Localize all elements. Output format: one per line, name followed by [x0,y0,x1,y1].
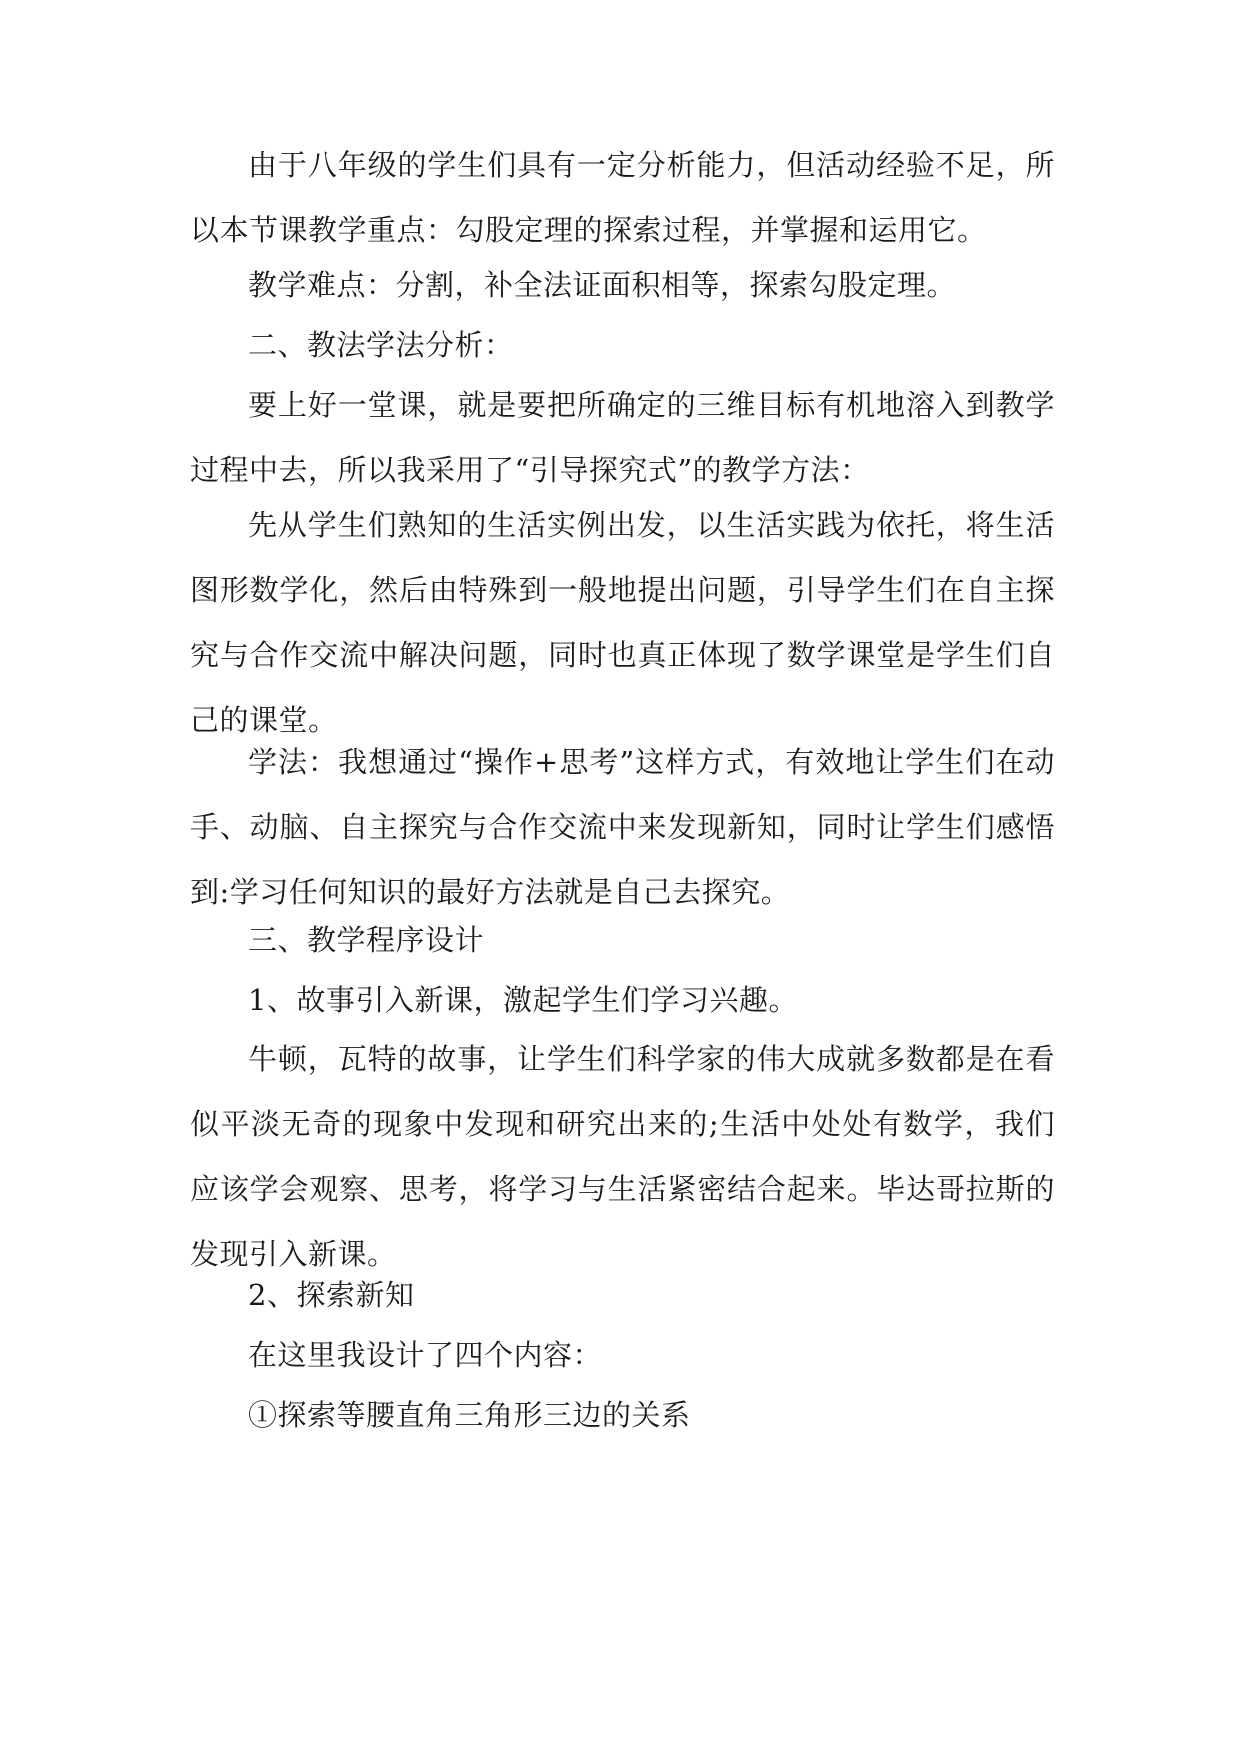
paragraph-learning-method: 学法：我想通过“操作+思考”这样方式，有效地让学生们在动手、动脑、自主探究与合作交流中来发现新知，同时让学生们感悟到:学习任何知识的最好方法就是自己去探究。 [190,745,1055,909]
paragraph-teaching-method: 先从学生们熟知的生活实例出发，以生活实践为依托，将生活图形数学化，然后由特殊到一般地提出问题，引导学生们在自主探究与合作交流中解决问题，同时也真正体现了数学课堂是学生们自己的课堂。 [190,508,1055,737]
section-heading-procedure: 三、教学程序设计 [248,923,485,957]
paragraph-story: 牛顿，瓦特的故事，让学生们科学家的伟大成就多数都是在看似平淡无奇的现象中发现和研究出来的;生活中处处有数学，我们应该学会观察、思考，将学习与生活紧密结合起来。毕达哥拉斯的发现引入新课。 [190,1042,1055,1271]
step-heading-introduction: 1、故事引入新课，激起学生们学习兴趣。 [248,983,798,1017]
list-item-isosceles: ①探索等腰直角三角形三边的关系 [248,1398,691,1432]
paragraph-difficulties: 教学难点：分割，补全法证面积相等，探索勾股定理。 [248,268,957,302]
section-heading-methods: 二、教法学法分析： [248,328,514,362]
paragraph-key-points: 由于八年级的学生们具有一定分析能力，但活动经验不足，所以本节课教学重点：勾股定理的探索过程，并掌握和运用它。 [190,148,1055,247]
paragraph-four-contents: 在这里我设计了四个内容： [248,1338,603,1372]
step-heading-explore: 2、探索新知 [248,1278,415,1312]
paragraph-teaching-approach: 要上好一堂课，就是要把所确定的三维目标有机地溶入到教学过程中去，所以我采用了“引导探究式”的教学方法： [190,388,1055,487]
